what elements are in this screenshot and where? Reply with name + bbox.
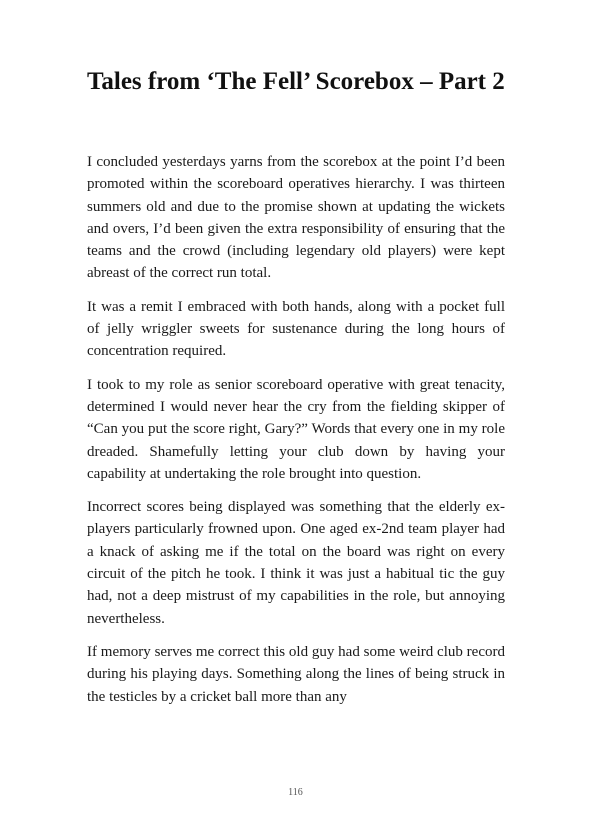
- paragraph-4: Incorrect scores being displayed was something that the elderly ex-players particularly frowned upon. One aged ex-2nd team player had a knack of asking me if the total on the board was right on every circuit of the pitch he took. I think it was just a habitual tic the guy had, not a deep mistrust of my capabilities in the role, but annoying nevertheless.: [87, 499, 505, 627]
- paragraph-1: I concluded yesterdays yarns from the scorebox at the point I’d been promoted within the scoreboard operatives hierarchy. I was thirteen summers old and due to the promise shown at updating the wickets and overs, I’d been given the extra responsibility of ensuring that the teams and the crowd (including legendary old players) were kept abreast of the correct run total.: [87, 154, 505, 282]
- paragraph-3: I took to my role as senior scoreboard operative with great tenacity, determined I would never hear the cry from the fielding skipper of “Can you put the score right, Gary?” Words that every one in my role dreaded. Shamefully letting your club down by having your capability at undertaking the role brought into question.: [87, 376, 505, 482]
- chapter-body: [87, 151, 505, 719]
- paragraph-2: It was a remit I embraced with both hands, along with a pocket full of jelly wriggler sweets for sustenance during the long hours of concentration required.: [87, 298, 505, 360]
- chapter-title: Tales from ‘The Fell’ Scorebox – Part 2: [87, 68, 505, 95]
- paragraph-5: If memory serves me correct this old guy had some weird club record during his playing days. Something along the lines of being struck in the testicles by a cricket ball more than any: [87, 643, 505, 705]
- page-number: 116: [288, 787, 303, 798]
